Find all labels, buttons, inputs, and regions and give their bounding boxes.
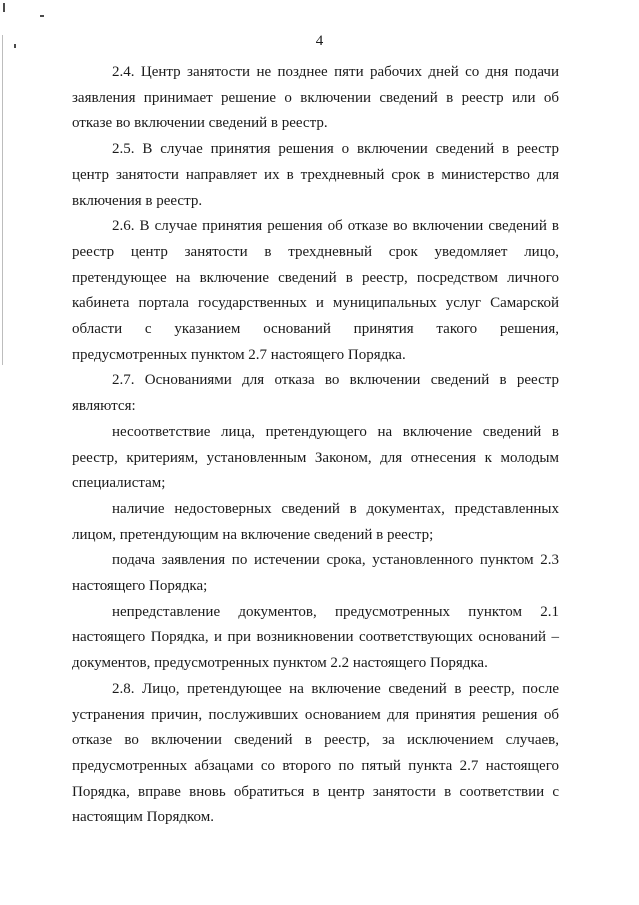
scan-artifact — [40, 15, 44, 17]
paragraph-2-7-item-4: непредставление документов, предусмотренных пунктом 2.1 настоящего Порядка, и при возникновении соответствующих оснований – документов, предусмотренных пунктом 2.2 настоящего Порядка. — [72, 603, 559, 672]
scan-artifact — [3, 3, 5, 12]
paragraph-2-7-item-2: наличие недостоверных сведений в документах, представленных лицом, претендующим на включение сведений в реестр; — [72, 500, 559, 543]
document-body — [72, 60, 559, 831]
paragraph-2-8: 2.8. Лицо, претендующее на включение сведений в реестр, после устранения причин, послуживших основанием для принятия решения об отказе во включении сведений в реестр, за исключением случаев, предусмотренных абзацами со второго по пятый пункта 2.7 настоящего Порядка, вправе вновь обратиться в центр занятости в соответствии с настоящим Порядком. — [72, 680, 559, 826]
paragraph-2-7: 2.7. Основаниями для отказа во включении сведений в реестр являются: — [72, 372, 559, 415]
paragraph-2-6: 2.6. В случае принятия решения об отказе во включении сведений в реестр центр занятости в трехдневный срок уведомляет лицо, претендующее на включение сведений в реестр, посредством личного кабинета портала государственных и муниципальных услуг Самарской области с указанием оснований принятия такого решения, предусмотренных пунктом 2.7 настоящего Порядка. — [72, 218, 559, 363]
paragraph-2-7-item-1: несоответствие лица, претендующего на включение сведений в реестр, критериям, установленным Законом, для отнесения к молодым специалистам; — [72, 423, 559, 492]
page-number: 4 — [315, 33, 324, 49]
paragraph-2-7-item-3: подача заявления по истечении срока, установленного пунктом 2.3 настоящего Порядка; — [72, 552, 559, 595]
paragraph-2-5: 2.5. В случае принятия решения о включении сведений в реестр центр занятости направляет их в трехдневный срок в министерство для включения в реестр. — [72, 141, 559, 209]
scan-edge-line — [2, 35, 3, 365]
paragraph-2-4: 2.4. Центр занятости не позднее пяти рабочих дней со дня подачи заявления принимает решение о включении сведений в реестр или об отказе во включении сведений в реестр. — [72, 64, 559, 132]
